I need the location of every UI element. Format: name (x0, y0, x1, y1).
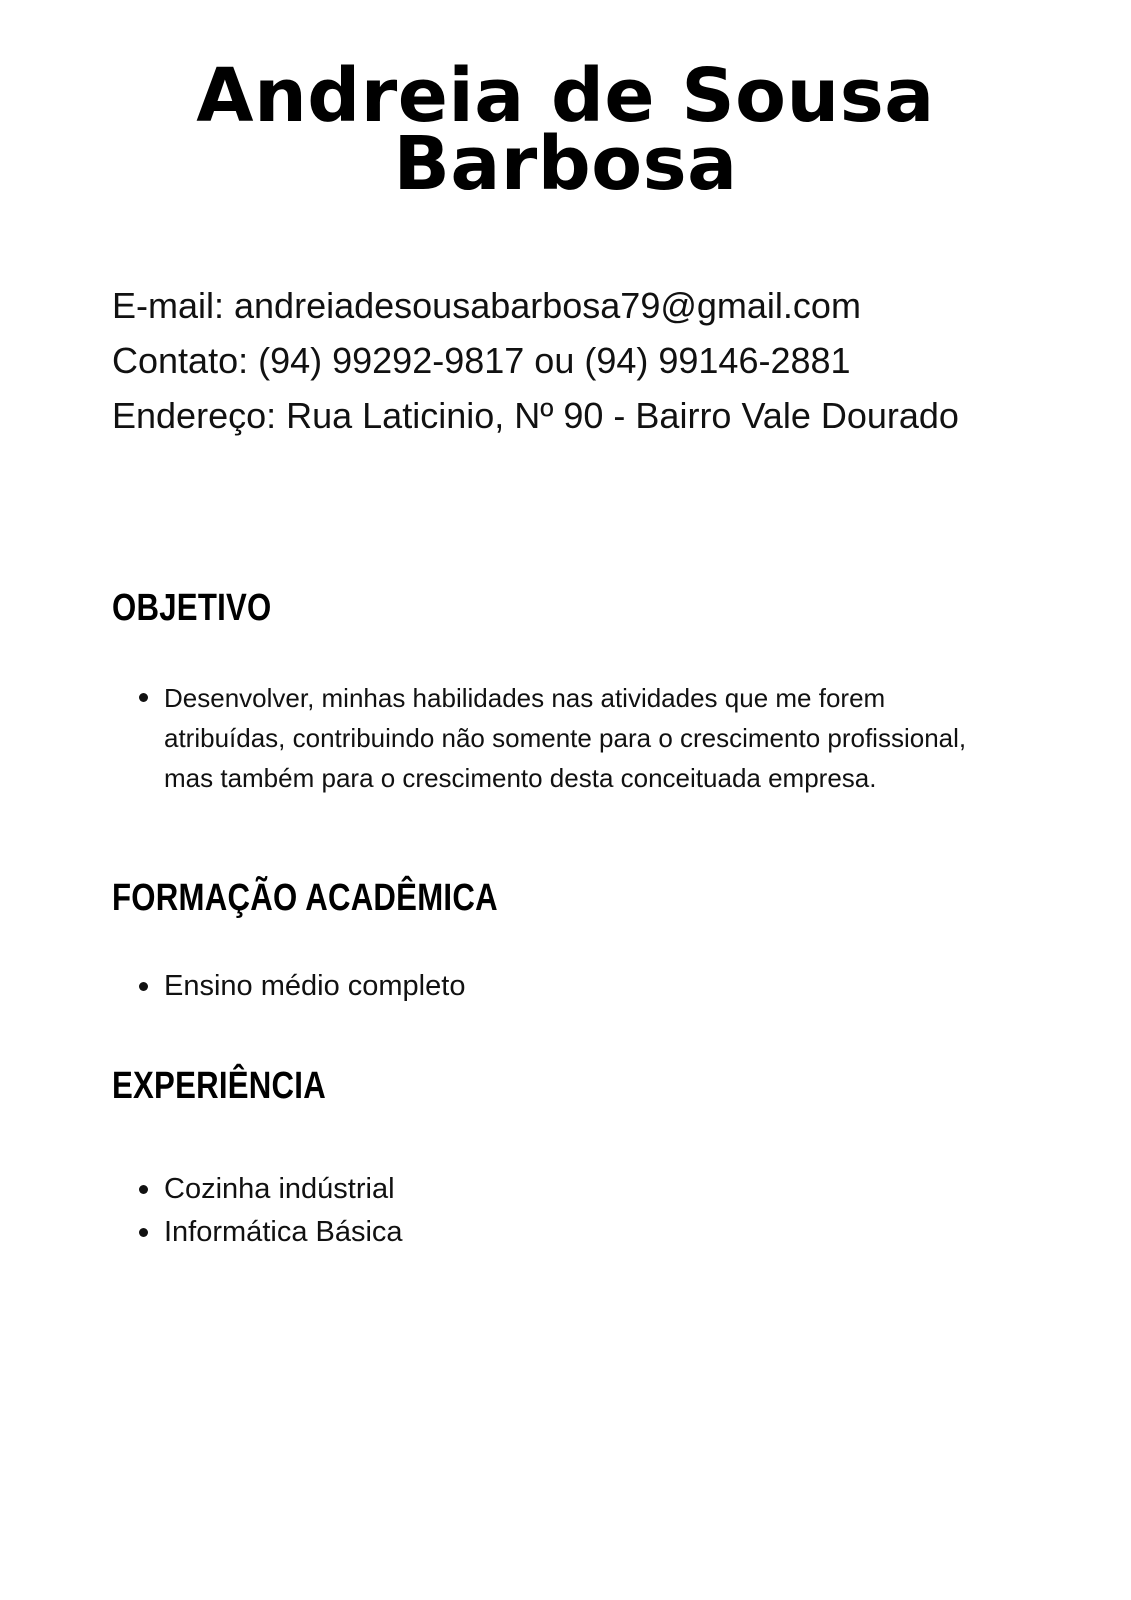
candidate-name-line1: Andreia de Sousa (196, 53, 935, 139)
list-item: Cozinha indústrial (136, 1168, 936, 1211)
section-title-experiencia: EXPERIÊNCIA (112, 1065, 326, 1107)
experiencia-list (136, 1168, 936, 1254)
section-title-objetivo: OBJETIVO (112, 587, 272, 629)
candidate-name-line2: Barbosa (393, 121, 738, 207)
section-title-formacao: FORMAÇÃO ACADÊMICA (112, 877, 498, 919)
formacao-list (136, 966, 936, 1006)
contact-phone: Contato: (94) 99292-9817 ou (94) 99146-2881 (112, 340, 851, 381)
contact-address: Endereço: Rua Laticinio, Nº 90 - Bairro Vale Dourado (112, 395, 959, 436)
list-item: Ensino médio completo (136, 966, 936, 1006)
objetivo-list (136, 678, 1006, 798)
candidate-name (0, 53, 1131, 207)
contact-email: E-mail: andreiadesousabarbosa79@gmail.com (112, 285, 861, 326)
contact-info (112, 278, 1122, 443)
list-item: Desenvolver, minhas habilidades nas atividades que me forem atribuídas, contribuindo não somente para o crescimento profissional, mas também para o crescimento desta conceituada empresa. (136, 678, 1006, 798)
list-item: Informática Básica (136, 1211, 936, 1254)
